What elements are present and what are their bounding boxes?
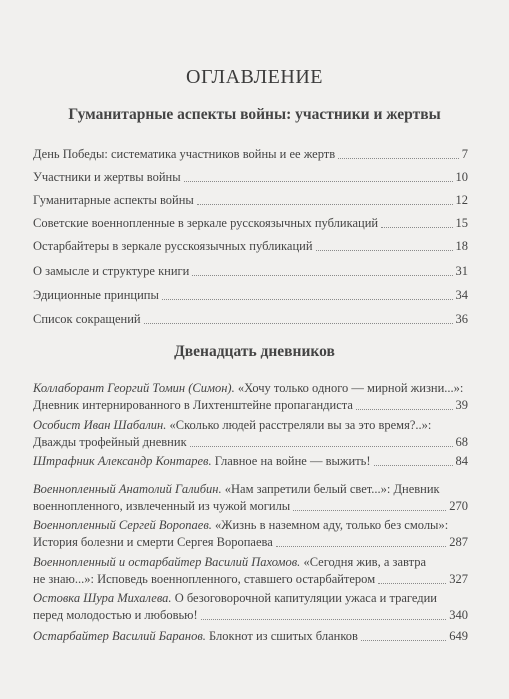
toc-entry-author: Военнопленный Анатолий Галибин. xyxy=(33,482,222,496)
toc-entry-title: Главное на войне — выжить! xyxy=(211,454,371,468)
toc-entry-title: «Жизнь в наземном аду, только без смолы»: xyxy=(211,518,449,532)
toc-entry-title: Советские военнопленные в зеркале русскоязычных публикаций xyxy=(33,216,379,230)
toc-entry xyxy=(33,192,468,209)
dot-leader xyxy=(361,639,446,641)
toc-page-number: 39 xyxy=(455,398,468,412)
dot-leader xyxy=(338,157,459,159)
toc-entry-title: Участники и жертвы войны xyxy=(33,170,181,184)
dot-leader xyxy=(316,249,453,251)
toc-page-number: 15 xyxy=(455,216,468,230)
toc-entry-title: «Сегодня жив, а завтра xyxy=(300,555,426,569)
toc-page-number: 327 xyxy=(449,572,468,586)
toc-entry xyxy=(33,238,468,255)
toc-entry xyxy=(33,453,468,470)
toc-entry-title: «Хочу только одного — мирной жизни...»: xyxy=(234,381,464,395)
toc-page-number: 36 xyxy=(455,312,468,326)
toc-entry-title: Гуманитарные аспекты войны xyxy=(33,193,194,207)
toc-entry xyxy=(33,417,468,451)
toc-entry-author: Штрафник Александр Контарев. xyxy=(33,454,212,468)
toc-page-number: 12 xyxy=(455,193,468,207)
dot-leader xyxy=(192,274,452,276)
toc-entry xyxy=(33,311,468,328)
toc-entry-title: Эдиционные принципы xyxy=(33,288,159,302)
toc-entry-author: Особист Иван Шабалин. xyxy=(33,418,167,432)
toc-page-number: 10 xyxy=(455,170,468,184)
toc-entry-title: О безоговорочной капитуляции ужаса и трагедии xyxy=(171,591,437,605)
toc-entry xyxy=(33,146,468,163)
dot-leader xyxy=(356,408,453,410)
toc-entry-title: О замысле и структуре книги xyxy=(33,264,190,278)
dot-leader xyxy=(144,322,453,324)
toc-entry-author: Остовка Шура Михалева. xyxy=(33,591,172,605)
dot-leader xyxy=(190,445,453,447)
dot-leader xyxy=(374,464,453,466)
toc-entry xyxy=(33,263,468,280)
dot-leader xyxy=(201,618,447,620)
toc-page-number: 68 xyxy=(455,435,468,449)
toc-entry xyxy=(33,169,468,186)
page-title: ОГЛАВЛЕНИЕ xyxy=(186,66,323,88)
toc-entry xyxy=(33,215,468,232)
toc-entry-title: «Сколько людей расстреляли вы за это время?..»: xyxy=(166,418,432,432)
toc-page-number: 18 xyxy=(455,239,468,253)
toc-entry-title: Список сокращений xyxy=(33,312,141,326)
toc-page-number: 270 xyxy=(449,499,468,513)
toc-entry-subtitle: История болезни и смерти Сергея Воропаева xyxy=(33,535,273,549)
toc-entry-title: Блокнот из сшитых бланков xyxy=(205,629,358,643)
toc-entry-author: Коллаборант Георгий Томин (Симон). xyxy=(33,381,235,395)
toc-entry xyxy=(33,590,468,624)
dot-leader xyxy=(162,298,453,300)
toc-entry-subtitle: перед молодостью и любовью! xyxy=(33,608,198,622)
toc-page-number: 7 xyxy=(461,147,468,161)
toc-page-number: 34 xyxy=(455,288,468,302)
toc-entry-author: Военнопленный Сергей Воропаев. xyxy=(33,518,212,532)
section-heading-1: Гуманитарные аспекты войны: участники и жертвы xyxy=(68,106,441,123)
toc-entry-author: Военнопленный и остарбайтер Василий Пахомов. xyxy=(33,555,301,569)
dot-leader xyxy=(378,582,446,584)
toc-entry-title: «Нам запретили белый свет...»: Дневник xyxy=(221,482,440,496)
toc-page-number: 84 xyxy=(455,454,468,468)
toc-entry xyxy=(33,554,468,588)
dot-leader xyxy=(276,545,446,547)
toc-page-number: 287 xyxy=(449,535,468,549)
toc-entry xyxy=(33,481,468,515)
toc-entry-subtitle: Дневник интернированного в Лихтенштейне пропагандиста xyxy=(33,398,353,412)
dot-leader xyxy=(197,203,453,205)
toc-page-number: 340 xyxy=(449,608,468,622)
toc-entry xyxy=(33,517,468,551)
toc-entry xyxy=(33,628,468,645)
toc-entry-author: Остарбайтер Василий Баранов. xyxy=(33,629,206,643)
toc-page-number: 31 xyxy=(455,264,468,278)
toc-entry-title: День Победы: систематика участников войны и ее жертв xyxy=(33,147,336,161)
toc-page-number: 649 xyxy=(449,629,468,643)
toc-entry-subtitle: Дважды трофейный дневник xyxy=(33,435,187,449)
dot-leader xyxy=(381,226,452,228)
toc-entry xyxy=(33,380,468,414)
toc-entry-title: Остарбайтеры в зеркале русскоязычных публикаций xyxy=(33,239,313,253)
toc-entry-subtitle: военнопленного, извлеченный из чужой могилы xyxy=(33,499,291,513)
section-heading-2: Двенадцать дневников xyxy=(174,343,335,360)
toc-entry-subtitle: не знаю...»: Исповедь военнопленного, ставшего остарбайтером xyxy=(33,572,376,586)
dot-leader xyxy=(184,180,453,182)
toc-entry xyxy=(33,287,468,304)
dot-leader xyxy=(293,509,446,511)
